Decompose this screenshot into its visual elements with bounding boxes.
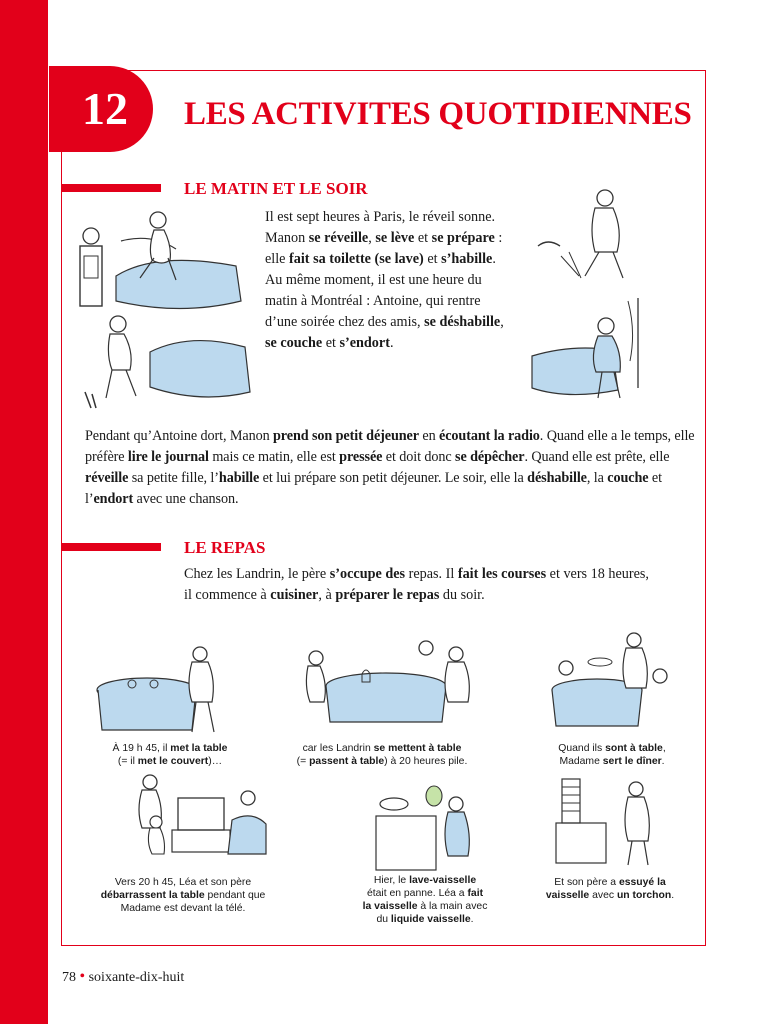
text-run: . Quand elle a le temps, elle préfère: [85, 428, 695, 465]
caption-sitting-at-table: [262, 742, 502, 768]
key-term: couche: [607, 470, 649, 486]
key-term: se réveille: [308, 230, 369, 246]
key-term: s’endort: [339, 335, 390, 351]
section-bar-morning: [61, 184, 161, 192]
key-term: cuisiner: [270, 587, 319, 603]
text-run: . Quand elle est prête, elle: [524, 449, 670, 465]
washing-dishes-illustration: [372, 782, 482, 874]
text-run: en: [418, 428, 440, 444]
caption-drying-dishes: [535, 876, 685, 902]
caption-line: [535, 876, 685, 889]
clearing-table-illustration: [112, 772, 272, 872]
key-term: met la table: [170, 743, 228, 754]
page-footer: [62, 968, 184, 986]
caption-line: [93, 889, 273, 902]
key-term: réveille: [85, 470, 129, 486]
text-run: )…: [208, 756, 223, 767]
text-run: ,: [368, 230, 376, 246]
key-term: se prépare: [431, 230, 495, 246]
text-run: ) à 20 heures pile.: [384, 756, 468, 767]
caption-line: [93, 902, 273, 915]
key-term: pressée: [339, 449, 383, 465]
text-run: à la main avec: [417, 901, 488, 912]
text-run: et lui prépare son petit déjeuner. Le soir, elle la: [259, 470, 528, 486]
text-run: ,: [662, 743, 666, 754]
key-term: essuyé la: [618, 877, 666, 888]
text-run: Chez les Landrin, le père: [184, 566, 330, 582]
key-term: s’habille: [441, 251, 493, 267]
text-run: Quand ils: [558, 743, 606, 754]
caption-setting-table: [100, 742, 240, 768]
text-run: .: [671, 890, 675, 901]
text-run: (= il: [117, 756, 138, 767]
text-run: Et son père a: [554, 877, 619, 888]
text-run: , à: [318, 587, 336, 603]
page-number: 78: [62, 970, 76, 985]
key-term: endort: [93, 491, 134, 507]
chapter-number: 12: [82, 83, 128, 134]
key-term: habille: [218, 470, 260, 486]
key-term: fait sa toilette (se lave): [289, 251, 424, 267]
caption-washing-dishes: [335, 874, 515, 926]
key-term: un torchon: [616, 890, 672, 901]
sitting-at-table-illustration: [286, 636, 486, 740]
page-number-words: soixante-dix-huit: [88, 970, 185, 985]
caption-clearing-table: [93, 876, 273, 915]
key-term: se dépêcher: [455, 449, 525, 465]
key-term: liquide vaisselle: [390, 914, 471, 925]
text-run: Madame est devant la télé.: [120, 903, 246, 914]
text-run: (=: [296, 756, 310, 767]
section-heading-meal: LE REPAS: [184, 538, 266, 557]
caption-line: [100, 755, 240, 768]
caption-line: [335, 913, 515, 926]
key-term: lire le journal: [127, 449, 209, 465]
key-term: fait: [467, 888, 484, 899]
text-run: repas. Il: [405, 566, 458, 582]
section-bar-meal: [61, 543, 161, 551]
caption-line: [545, 755, 679, 768]
text-run: Hier, le: [373, 875, 410, 886]
drying-dishes-illustration: [552, 775, 664, 869]
key-term: s’occupe des: [329, 566, 406, 582]
caption-line: [335, 900, 515, 913]
key-term: fait les courses: [457, 566, 547, 582]
text-run: , la: [586, 470, 608, 486]
woman-waking-illustration: [76, 206, 246, 311]
text-run: Il est sept heures à Paris, le réveil sonne. Manon: [265, 209, 496, 246]
text-run: Vers 20 h 45, Léa et son père: [114, 877, 252, 888]
text-run: du soir.: [439, 587, 485, 603]
text-run: pendant que: [204, 890, 266, 901]
caption-line: [93, 876, 273, 889]
text-run: du: [376, 914, 391, 925]
man-undressing-illustration: [80, 312, 255, 412]
morning-paragraph: [265, 207, 511, 354]
key-term: sert le dîner: [602, 756, 662, 767]
text-run: et doit donc: [382, 449, 456, 465]
text-run: et l’: [85, 470, 662, 507]
key-term: passent à table: [309, 756, 385, 767]
caption-line: [535, 889, 685, 902]
text-run: À 19 h 45, il: [112, 743, 171, 754]
footer-bullet: •: [79, 968, 86, 985]
caption-line: [262, 742, 502, 755]
man-going-to-bed-illustration: [528, 296, 658, 406]
setting-table-illustration: [92, 642, 232, 738]
key-term: se lève: [375, 230, 415, 246]
key-term: débarrassent la table: [100, 890, 205, 901]
text-run: : elle: [265, 230, 503, 267]
key-term: écoutant la radio: [439, 428, 540, 444]
key-term: sont à table: [605, 743, 663, 754]
text-run: .: [470, 914, 474, 925]
caption-serving-dinner: [545, 742, 679, 768]
text-run: Madame: [559, 756, 603, 767]
caption-line: [545, 742, 679, 755]
text-run: et vers 18 heures, il commence à: [184, 566, 649, 603]
key-term: vaisselle: [545, 890, 590, 901]
text-run: et: [322, 335, 340, 351]
key-term: préparer le repas: [335, 587, 440, 603]
daily-routine-paragraph: [85, 426, 697, 510]
left-red-bar: [0, 0, 48, 1024]
section-heading-morning: LE MATIN ET LE SOIR: [184, 179, 368, 198]
caption-line: [262, 755, 502, 768]
key-term: se déshabille: [424, 314, 501, 330]
key-term: prend son petit déjeuner: [273, 428, 419, 444]
key-term: lave-vaisselle: [409, 875, 477, 886]
meal-paragraph: [184, 564, 654, 606]
text-run: .: [389, 335, 394, 351]
text-run: était en panne. Léa a: [366, 888, 468, 899]
caption-line: [335, 887, 515, 900]
serving-dinner-illustration: [542, 630, 677, 738]
text-run: .: [661, 756, 665, 767]
caption-line: [100, 742, 240, 755]
text-run: sa petite fille, l’: [128, 470, 219, 486]
text-run: et: [414, 230, 432, 246]
text-run: avec une chanson.: [133, 491, 239, 507]
key-term: met le couvert: [137, 756, 209, 767]
text-run: car les Landrin: [302, 743, 374, 754]
text-run: ,: [500, 314, 504, 330]
text-run: . Au même moment, il est une heure du matin à Montréal : Antoine, qui rentre d’une soirée chez des amis,: [265, 251, 496, 330]
chapter-title: LES ACTIVITES QUOTIDIENNES: [184, 96, 692, 132]
text-run: mais ce matin, elle est: [208, 449, 340, 465]
caption-line: [335, 874, 515, 887]
key-term: se couche: [265, 335, 323, 351]
key-term: se mettent à table: [373, 743, 462, 754]
key-term: la vaisselle: [362, 901, 418, 912]
text-run: avec: [589, 890, 617, 901]
man-dressing-illustration: [533, 186, 648, 296]
text-run: Pendant qu’Antoine dort, Manon: [85, 428, 274, 444]
key-term: déshabille: [527, 470, 587, 486]
text-run: et: [423, 251, 442, 267]
